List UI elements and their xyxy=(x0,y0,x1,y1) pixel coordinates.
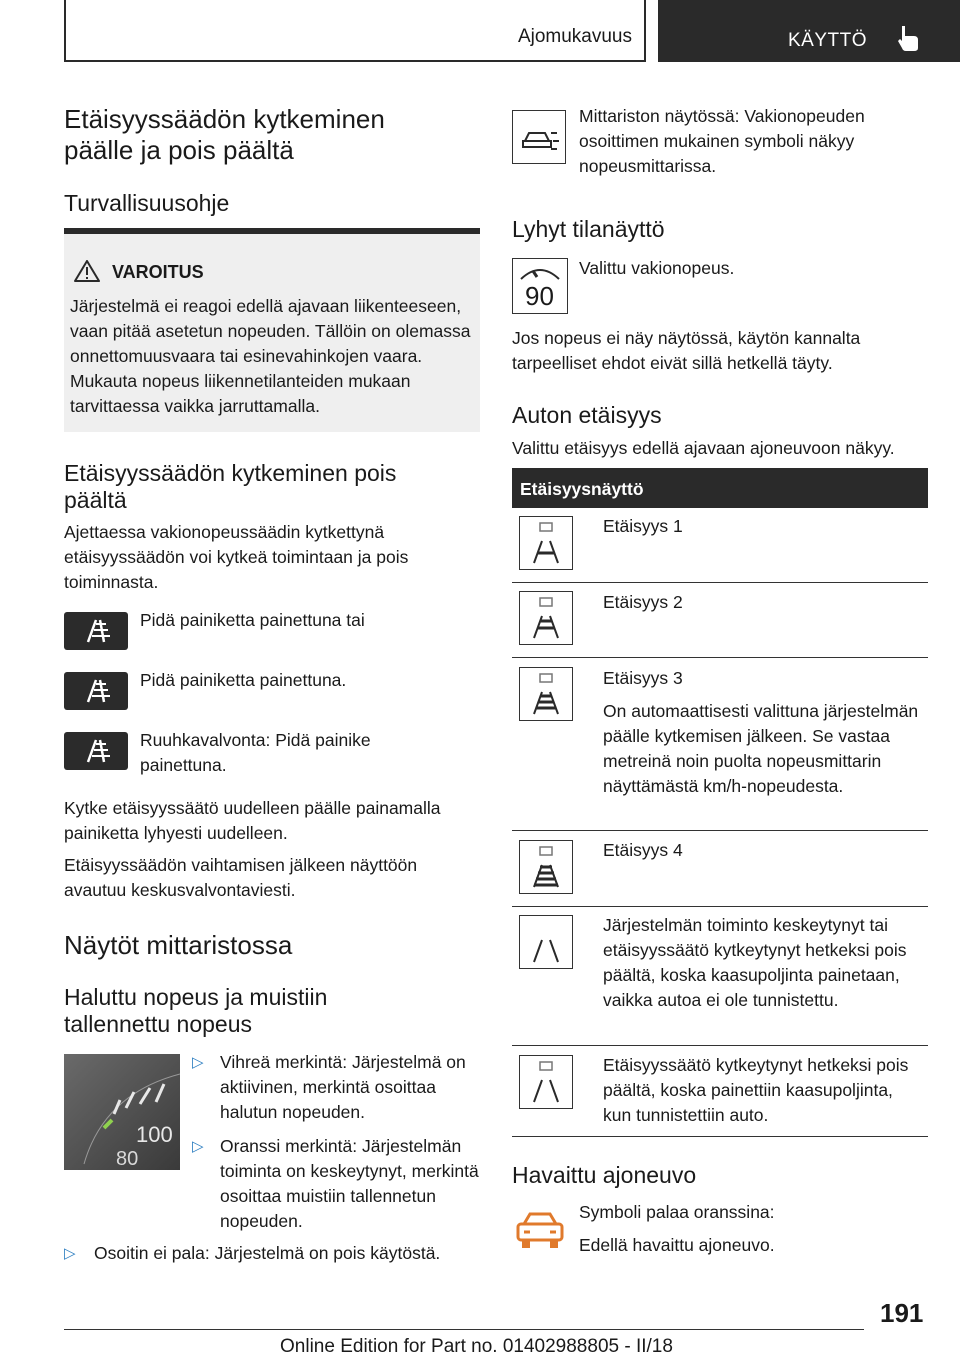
speed-90-icon xyxy=(512,258,568,314)
distance-2-icon xyxy=(519,591,573,645)
cruise-car-icon xyxy=(512,110,566,164)
warning-box xyxy=(64,228,480,432)
distance-interrupted-icon xyxy=(519,915,573,969)
distance-text: Valittu etäisyys edellä ajavaan ajoneuvoon näkyy. xyxy=(512,438,895,458)
bullet-2-text: Oranssi merkintä: Järjestelmän toiminta on keskeytynyt, merkintä osoittaa muistiin tallennetun nopeuden. xyxy=(220,1136,479,1231)
short-note: Jos nopeus ei näy näytössä, käytön kannalta tarpeelliset ehdot eivät sillä hetkellä täyty. xyxy=(512,328,861,373)
speedometer-image xyxy=(64,1054,180,1170)
row-divider xyxy=(512,582,928,583)
bullet-1-text: Vihreä merkintä: Järjestelmä on aktiivinen, merkintä osoittaa halutun nopeuden. xyxy=(220,1052,466,1122)
row-divider xyxy=(512,906,928,907)
header-section-title: Ajomukavuus xyxy=(517,26,632,47)
short-text: Valittu vakionopeus. xyxy=(579,258,735,278)
detected-heading: Havaittu ajoneuvo xyxy=(512,1162,697,1188)
bullet-3-text: Osoitin ei pala: Järjestelmä on pois käytöstä. xyxy=(94,1243,441,1263)
triangle-bullet-icon: ▷ xyxy=(64,1245,76,1262)
warning-title: VAROITUS xyxy=(112,262,204,282)
footer-divider xyxy=(64,1329,864,1330)
distance-button-icon xyxy=(64,672,128,710)
row-3-title: Etäisyys 3 xyxy=(603,668,683,688)
gauge-label-80: 80 xyxy=(116,1148,139,1170)
speed-heading-line1: Haluttu nopeus ja muistiin xyxy=(64,984,328,1010)
off-heading-line1: Etäisyyssäädön kytkeminen pois xyxy=(64,460,397,486)
gauge-label-100: 100 xyxy=(136,1122,173,1147)
header-chapter-title: KÄYTTÖ xyxy=(788,30,868,51)
safety-heading: Turvallisuusohje xyxy=(64,190,230,216)
off-text: Ajettaessa vakionopeussäädin kytkettynä etäisyyssäädön voi kytkeä toimintaan ja pois toiminnasta. xyxy=(64,522,409,592)
triangle-bullet-icon: ▷ xyxy=(192,1054,204,1071)
off-heading-line2: päältä xyxy=(64,487,127,513)
row-1-title: Etäisyys 1 xyxy=(603,516,683,536)
row-3-desc: On automaattisesti valittuna järjestelmän päälle kytkemisen jälkeen. Se vastaa metreinä noin puolta nopeusmittarin näyttämästä km/h-nopeudesta. xyxy=(603,701,919,796)
warning-text: Järjestelmä ei reagoi edellä ajavaan liikenteeseen, vaan pitää asetetun nopeuden. Tällöin on olemassa onnettomuusvaara tai esinevahinkojen vaara. Mukauta nopeus liikennetilanteiden mukaan tarvittaessa vaikka jarruttamalla. xyxy=(70,296,471,416)
footer-edition: Online Edition for Part no. 01402988805 - II/18 xyxy=(280,1336,673,1357)
distance-table-header: Etäisyysnäyttö xyxy=(512,468,928,508)
header-chapter-box xyxy=(658,0,960,62)
distance-button-icon xyxy=(64,612,128,650)
distance-off-car-icon xyxy=(519,1055,573,1109)
section-title-line2: päälle ja pois päältä xyxy=(64,135,294,165)
section-title-line1: Etäisyyssäädön kytkeminen xyxy=(64,104,385,134)
speed-heading xyxy=(64,984,327,1038)
cluster-text: Mittariston näytössä: Vakionopeuden osoittimen mukainen symboli näkyy nopeusmittarissa. xyxy=(579,106,865,176)
button-row-2-text: Pidä painiketta painettuna. xyxy=(140,670,347,690)
row-divider xyxy=(512,1045,928,1046)
reenable-text: Kytke etäisyyssäätö uudelleen päälle painamalla painiketta lyhyesti uudelleen. xyxy=(64,798,441,843)
distance-4-icon xyxy=(519,840,573,894)
off-heading xyxy=(64,460,396,514)
short-status-heading: Lyhyt tilanäyttö xyxy=(512,216,665,242)
button-row-3-text: Ruuhkavalvonta: Pidä painike painettuna. xyxy=(140,730,371,775)
header-section-box xyxy=(64,0,646,62)
orange-car-icon xyxy=(514,1208,566,1257)
triangle-bullet-icon: ▷ xyxy=(192,1138,204,1155)
row-divider xyxy=(512,657,928,658)
distance-heading: Auton etäisyys xyxy=(512,402,662,428)
row-5-title: Järjestelmän toiminto keskeytynyt tai etäisyyssäätö kytkeytynyt hetkeksi pois päältä, koska kaasupoljinta painetaan, vaikka autoa ei ole tunnistettu. xyxy=(603,915,907,1010)
row-divider xyxy=(512,1136,928,1137)
detected-text-2: Edellä havaittu ajoneuvo. xyxy=(579,1235,775,1255)
distance-3-icon xyxy=(519,667,573,721)
row-4-title: Etäisyys 4 xyxy=(603,840,683,860)
displays-heading: Näytöt mittaristossa xyxy=(64,930,293,960)
speed-90-label: 90 xyxy=(525,281,554,311)
page-number: 191 xyxy=(880,1298,924,1328)
warning-triangle-icon xyxy=(74,260,100,282)
distance-1-icon xyxy=(519,516,573,570)
section-title xyxy=(64,104,385,166)
row-2-title: Etäisyys 2 xyxy=(603,592,683,612)
button-row-1-text: Pidä painiketta painettuna tai xyxy=(140,610,365,630)
after-switch-text: Etäisyyssäädön vaihtamisen jälkeen näyttöön avautuu keskusvalvontaviesti. xyxy=(64,855,418,900)
speed-heading-line2: tallennettu nopeus xyxy=(64,1011,252,1037)
pointing-hand-icon xyxy=(896,24,920,52)
distance-button-icon xyxy=(64,732,128,770)
detected-text-1: Symboli palaa oranssina: xyxy=(579,1202,775,1222)
row-divider xyxy=(512,830,928,831)
row-6-title: Etäisyyssäätö kytkeytynyt hetkeksi pois päältä, koska painettiin kaasupoljinta, kun tunnistettiin auto. xyxy=(603,1055,909,1125)
